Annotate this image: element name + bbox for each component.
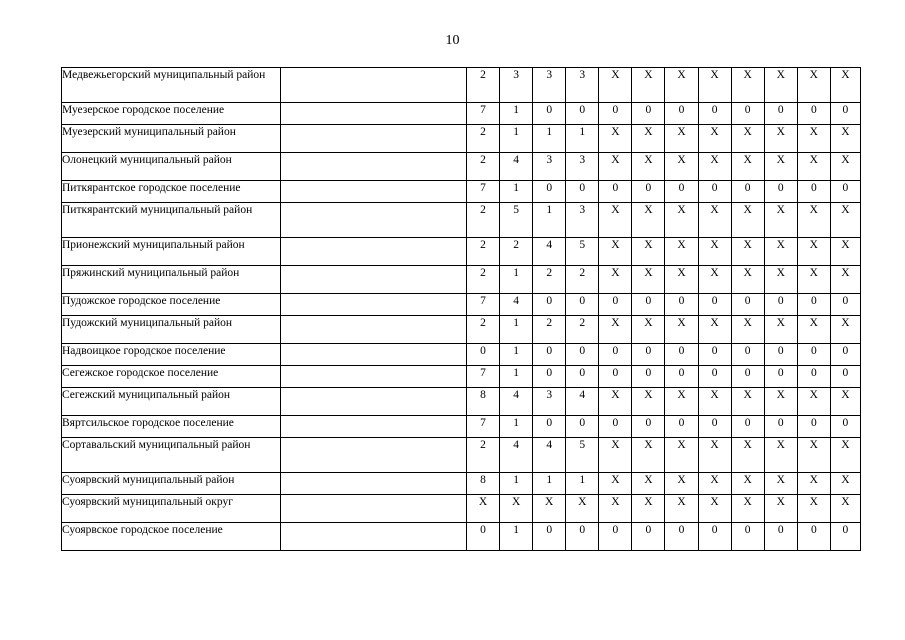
value-cell: 8 [467,388,500,416]
value-cell: 5 [500,203,533,238]
row-name-cell: Медвежьегорский муниципальный район [62,68,281,103]
row-name-cell: Суоярвский муниципальный район [62,473,281,495]
row-name-cell: Суоярвское городское поселение [62,523,281,551]
value-cell: X [467,495,500,523]
value-cell: 0 [830,523,860,551]
value-cell: 0 [533,344,566,366]
table-row [62,495,861,523]
value-cell: 0 [764,181,797,203]
value-cell: 0 [632,103,665,125]
value-cell: X [632,125,665,153]
value-cell: X [632,68,665,103]
row-name-cell: Олонецкий муниципальный район [62,153,281,181]
value-cell: 2 [467,238,500,266]
value-cell: X [797,68,830,103]
value-cell: X [665,266,698,294]
table-row [62,68,861,103]
value-cell: 3 [533,68,566,103]
value-cell: X [665,153,698,181]
empty-cell [280,153,466,181]
value-cell: X [830,495,860,523]
value-cell: 7 [467,181,500,203]
value-cell: 0 [566,344,599,366]
value-cell: 1 [500,266,533,294]
table-row [62,153,861,181]
value-cell: 0 [797,103,830,125]
value-cell: X [665,203,698,238]
value-cell: X [599,266,632,294]
value-cell: 0 [665,294,698,316]
value-cell: X [599,238,632,266]
value-cell: X [698,388,731,416]
value-cell: X [665,388,698,416]
value-cell: 0 [731,103,764,125]
row-name-cell: Питкярантский муниципальный район [62,203,281,238]
value-cell: X [698,495,731,523]
value-cell: 0 [731,344,764,366]
value-cell: 3 [533,388,566,416]
table-row [62,103,861,125]
value-cell: 0 [533,294,566,316]
row-name-cell: Сегежское городское поселение [62,366,281,388]
value-cell: 0 [566,294,599,316]
value-cell: X [830,203,860,238]
value-cell: 0 [731,366,764,388]
empty-cell [280,238,466,266]
value-cell: 0 [830,344,860,366]
value-cell: 0 [665,523,698,551]
value-cell: X [665,68,698,103]
value-cell: 2 [566,316,599,344]
value-cell: 2 [500,238,533,266]
row-name-cell: Муезерское городское поселение [62,103,281,125]
value-cell: 7 [467,416,500,438]
empty-cell [280,366,466,388]
value-cell: 0 [632,344,665,366]
value-cell: 5 [566,438,599,473]
value-cell: 2 [467,68,500,103]
value-cell: 0 [797,416,830,438]
value-cell: X [632,495,665,523]
value-cell: X [665,438,698,473]
value-cell: 0 [599,523,632,551]
empty-cell [280,68,466,103]
value-cell: 2 [467,125,500,153]
value-cell: X [566,495,599,523]
value-cell: 0 [665,181,698,203]
table-row [62,388,861,416]
value-cell: 0 [566,103,599,125]
value-cell: 0 [599,181,632,203]
empty-cell [280,125,466,153]
table-row [62,294,861,316]
value-cell: X [731,153,764,181]
value-cell: 0 [797,366,830,388]
value-cell: 2 [467,153,500,181]
value-cell: 0 [533,416,566,438]
row-name-cell: Питкярантское городское поселение [62,181,281,203]
value-cell: 0 [698,294,731,316]
value-cell: X [797,203,830,238]
value-cell: X [764,125,797,153]
value-cell: X [830,125,860,153]
row-name-cell: Вяртсильское городское поселение [62,416,281,438]
empty-cell [280,416,466,438]
data-table [61,67,861,551]
value-cell: X [830,153,860,181]
value-cell: X [599,473,632,495]
value-cell: 7 [467,103,500,125]
table-row [62,523,861,551]
value-cell: X [533,495,566,523]
value-cell: X [764,238,797,266]
row-name-cell: Пудожское городское поселение [62,294,281,316]
value-cell: X [698,125,731,153]
value-cell: X [665,473,698,495]
empty-cell [280,344,466,366]
value-cell: 0 [698,523,731,551]
value-cell: X [731,266,764,294]
row-name-cell: Сортавальский муниципальный район [62,438,281,473]
value-cell: 0 [599,366,632,388]
row-name-cell: Пудожский муниципальный район [62,316,281,344]
value-cell: 0 [599,416,632,438]
empty-cell [280,203,466,238]
value-cell: 4 [500,388,533,416]
value-cell: 0 [566,181,599,203]
value-cell: 1 [500,344,533,366]
value-cell: 0 [797,181,830,203]
value-cell: 2 [467,438,500,473]
value-cell: X [797,153,830,181]
value-cell: 0 [566,416,599,438]
value-cell: X [599,316,632,344]
value-cell: X [797,473,830,495]
table-row [62,344,861,366]
value-cell: 0 [566,523,599,551]
value-cell: 2 [467,203,500,238]
value-cell: 0 [665,344,698,366]
value-cell: X [731,238,764,266]
value-cell: 0 [731,294,764,316]
value-cell: 0 [797,344,830,366]
value-cell: X [698,316,731,344]
value-cell: X [830,316,860,344]
table-row [62,366,861,388]
value-cell: X [632,388,665,416]
value-cell: X [632,238,665,266]
value-cell: 0 [830,294,860,316]
value-cell: X [797,438,830,473]
value-cell: 0 [599,103,632,125]
value-cell: 0 [830,103,860,125]
value-cell: 7 [467,294,500,316]
value-cell: X [830,266,860,294]
table-row [62,203,861,238]
value-cell: 1 [500,103,533,125]
value-cell: 0 [698,181,731,203]
row-name-cell: Пряжинский муниципальный район [62,266,281,294]
value-cell: 0 [632,294,665,316]
value-cell: 4 [533,438,566,473]
value-cell: 0 [467,344,500,366]
row-name-cell: Надвоицкое городское поселение [62,344,281,366]
empty-cell [280,523,466,551]
value-cell: 4 [500,153,533,181]
value-cell: X [830,438,860,473]
value-cell: 0 [533,103,566,125]
value-cell: 1 [500,125,533,153]
value-cell: 0 [698,344,731,366]
value-cell: X [599,125,632,153]
value-cell: 1 [500,316,533,344]
value-cell: X [632,203,665,238]
value-cell: X [797,266,830,294]
value-cell: X [599,203,632,238]
value-cell: 3 [500,68,533,103]
value-cell: X [632,153,665,181]
value-cell: X [731,203,764,238]
value-cell: 0 [764,523,797,551]
value-cell: X [665,495,698,523]
value-cell: 4 [500,438,533,473]
value-cell: X [764,153,797,181]
value-cell: 0 [533,523,566,551]
value-cell: X [731,125,764,153]
value-cell: 0 [665,103,698,125]
value-cell: 0 [599,344,632,366]
value-cell: X [698,473,731,495]
value-cell: X [764,473,797,495]
table-body [62,68,861,551]
value-cell: 0 [632,523,665,551]
value-cell: 0 [599,294,632,316]
value-cell: 2 [533,266,566,294]
value-cell: 0 [698,416,731,438]
value-cell: X [731,316,764,344]
value-cell: X [731,438,764,473]
empty-cell [280,294,466,316]
value-cell: 1 [533,203,566,238]
empty-cell [280,473,466,495]
row-name-cell: Муезерский муниципальный район [62,125,281,153]
value-cell: X [500,495,533,523]
value-cell: X [698,68,731,103]
value-cell: 1 [566,125,599,153]
empty-cell [280,316,466,344]
value-cell: X [632,438,665,473]
value-cell: X [764,316,797,344]
value-cell: 1 [500,523,533,551]
value-cell: 0 [797,523,830,551]
value-cell: X [731,473,764,495]
row-name-cell: Прионежский муниципальный район [62,238,281,266]
value-cell: 0 [764,366,797,388]
value-cell: X [599,438,632,473]
value-cell: X [764,438,797,473]
value-cell: 1 [500,473,533,495]
value-cell: 0 [698,103,731,125]
value-cell: 0 [764,294,797,316]
value-cell: 1 [566,473,599,495]
value-cell: 1 [533,125,566,153]
value-cell: X [599,153,632,181]
table-row [62,316,861,344]
value-cell: X [764,388,797,416]
value-cell: X [731,68,764,103]
empty-cell [280,181,466,203]
value-cell: 2 [566,266,599,294]
value-cell: X [797,238,830,266]
value-cell: X [764,266,797,294]
value-cell: 4 [566,388,599,416]
value-cell: X [698,153,731,181]
value-cell: 0 [566,366,599,388]
value-cell: X [665,316,698,344]
value-cell: X [797,388,830,416]
value-cell: 0 [764,103,797,125]
value-cell: X [764,68,797,103]
table-row [62,125,861,153]
page-number: 10 [445,33,460,48]
empty-cell [280,266,466,294]
value-cell: X [797,125,830,153]
value-cell: 1 [533,473,566,495]
empty-cell [280,438,466,473]
table-row [62,181,861,203]
value-cell: 0 [797,294,830,316]
value-cell: 0 [830,416,860,438]
value-cell: 1 [500,181,533,203]
value-cell: X [665,238,698,266]
row-name-cell: Сегежский муниципальный район [62,388,281,416]
value-cell: X [830,473,860,495]
value-cell: 2 [533,316,566,344]
value-cell: X [698,438,731,473]
table-row [62,438,861,473]
row-name-cell: Суоярвский муниципальный округ [62,495,281,523]
value-cell: 4 [533,238,566,266]
value-cell: X [599,68,632,103]
value-cell: X [632,316,665,344]
value-cell: 0 [467,523,500,551]
value-cell: X [698,238,731,266]
value-cell: X [632,266,665,294]
value-cell: 0 [731,523,764,551]
value-cell: X [830,238,860,266]
empty-cell [280,103,466,125]
value-cell: 0 [632,181,665,203]
value-cell: 2 [467,266,500,294]
value-cell: X [797,316,830,344]
value-cell: X [698,203,731,238]
empty-cell [280,388,466,416]
value-cell: 0 [764,344,797,366]
value-cell: 0 [665,366,698,388]
value-cell: X [830,68,860,103]
value-cell: X [632,473,665,495]
value-cell: 8 [467,473,500,495]
value-cell: 0 [830,181,860,203]
value-cell: 0 [764,416,797,438]
value-cell: 0 [731,181,764,203]
value-cell: X [764,203,797,238]
value-cell: 0 [533,181,566,203]
value-cell: 5 [566,238,599,266]
value-cell: X [764,495,797,523]
value-cell: 0 [830,366,860,388]
value-cell: X [599,495,632,523]
value-cell: 3 [566,153,599,181]
table-row [62,416,861,438]
value-cell: 3 [566,68,599,103]
table-row [62,473,861,495]
value-cell: 0 [632,366,665,388]
value-cell: 1 [500,416,533,438]
table-row [62,266,861,294]
value-cell: 0 [698,366,731,388]
empty-cell [280,495,466,523]
value-cell: 7 [467,366,500,388]
value-cell: 1 [500,366,533,388]
value-cell: 3 [533,153,566,181]
value-cell: X [698,266,731,294]
value-cell: X [599,388,632,416]
value-cell: X [830,388,860,416]
value-cell: 2 [467,316,500,344]
value-cell: 0 [731,416,764,438]
value-cell: 0 [533,366,566,388]
value-cell: X [665,125,698,153]
value-cell: X [797,495,830,523]
value-cell: X [731,388,764,416]
value-cell: 4 [500,294,533,316]
value-cell: 0 [632,416,665,438]
value-cell: X [731,495,764,523]
table-row [62,238,861,266]
value-cell: 0 [665,416,698,438]
value-cell: 3 [566,203,599,238]
